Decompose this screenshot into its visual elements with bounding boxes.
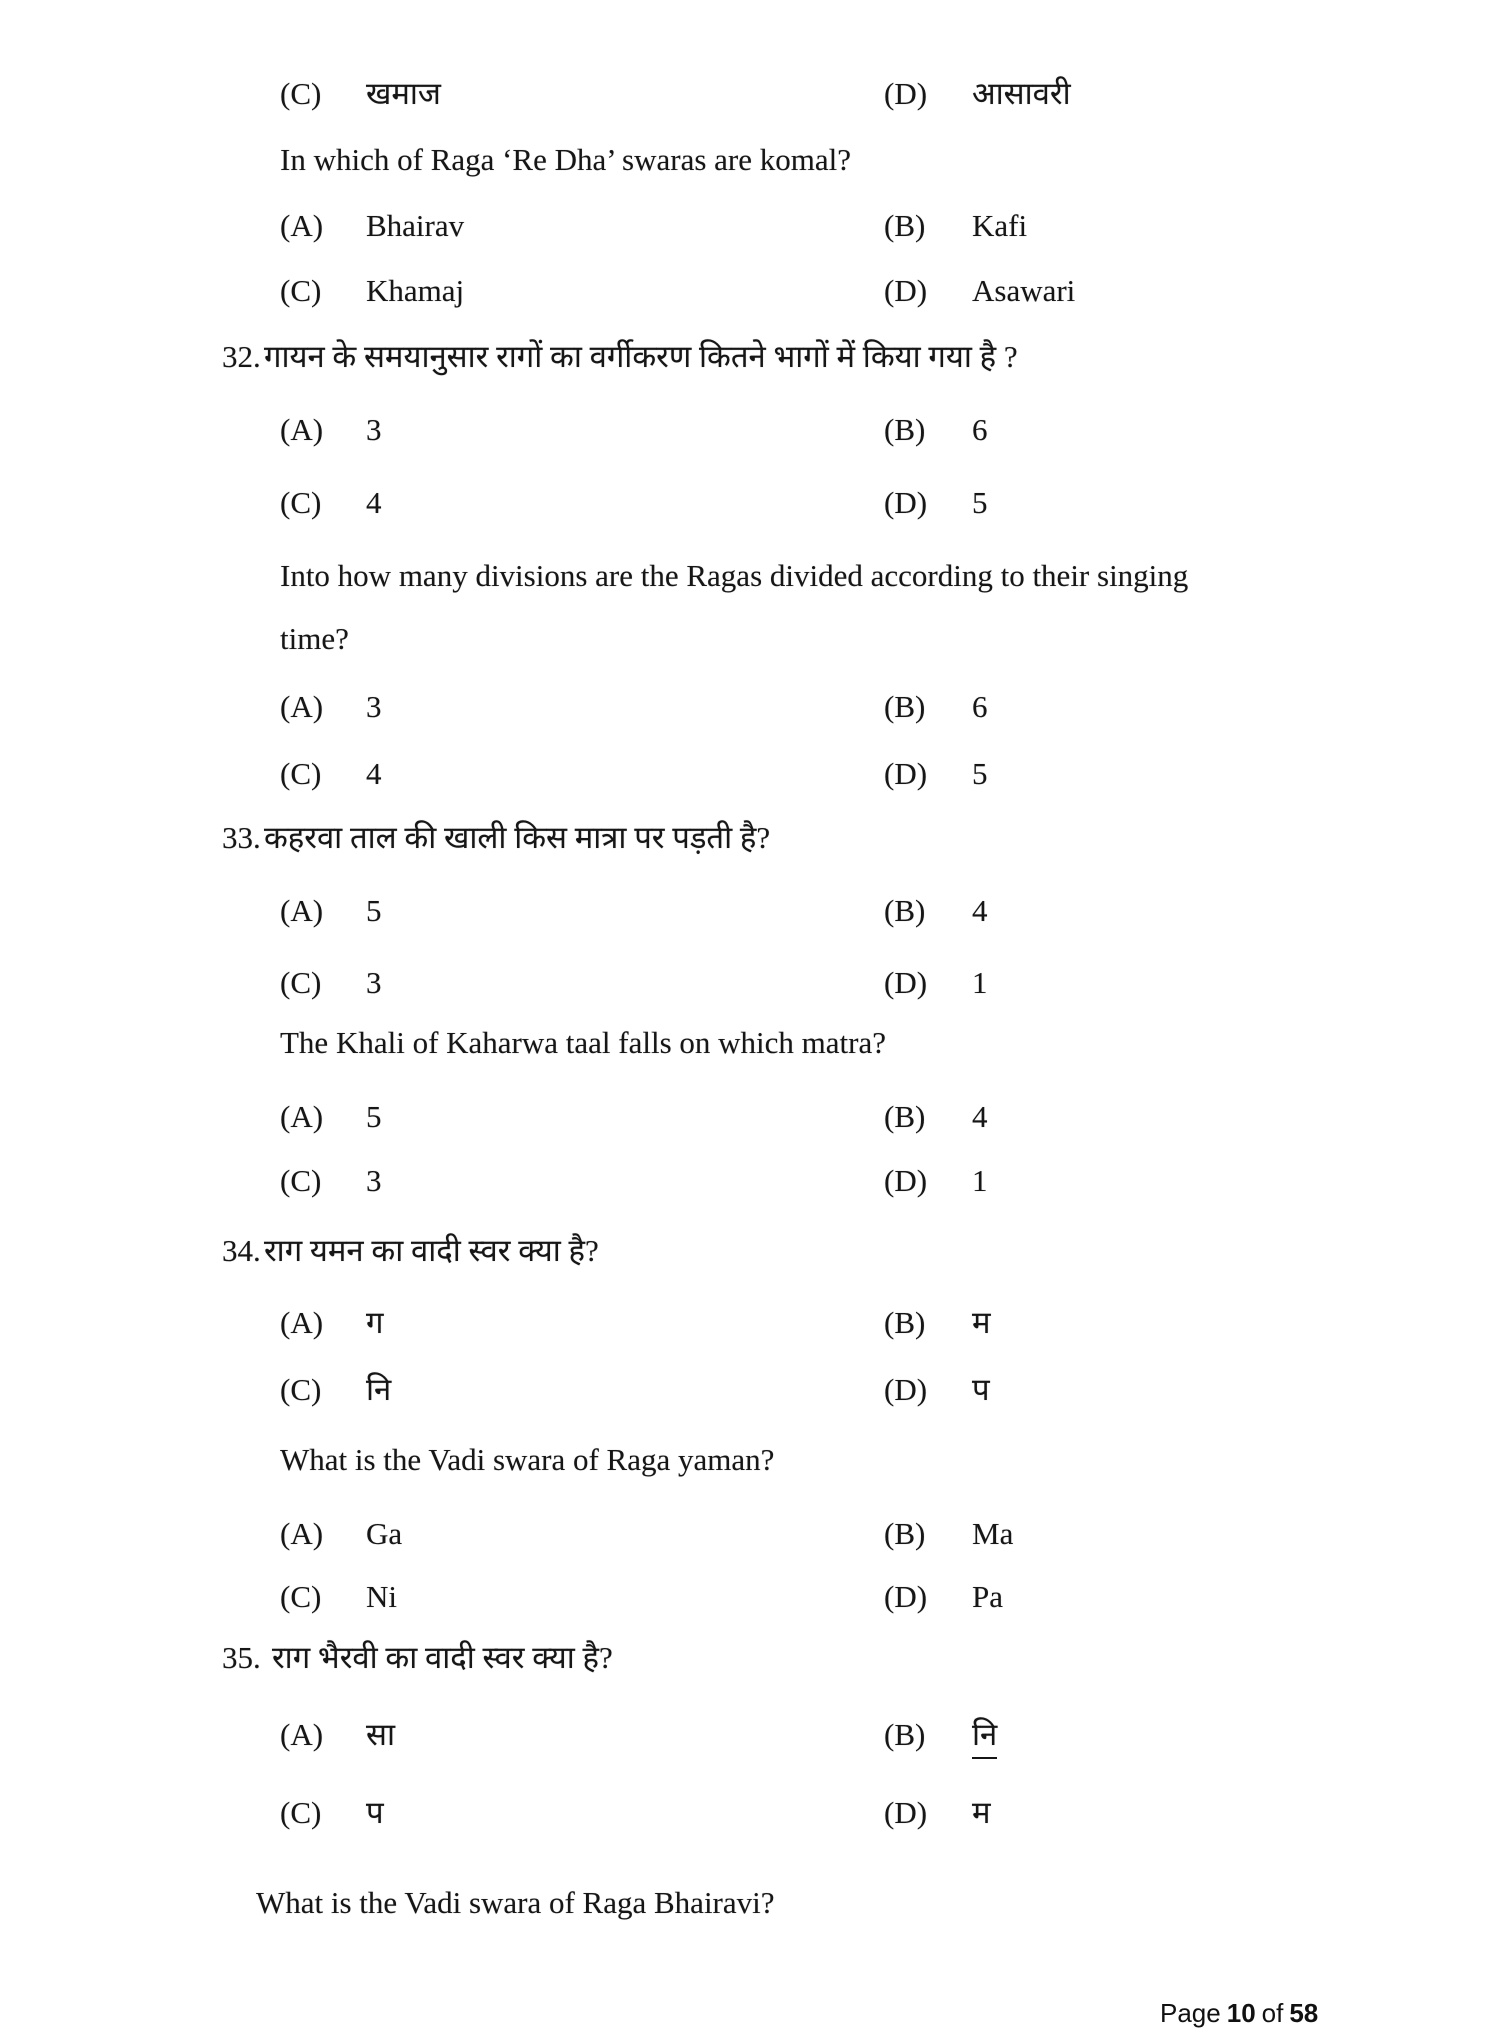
q34-english-question [0,1440,1505,1480]
option-text: 3 [366,412,382,447]
option-letter: (D) [884,965,928,1000]
option-letter: (B) [884,1717,926,1752]
question-number: 34. [222,1233,261,1268]
q32-english-options-ab [0,687,1505,727]
q32-hindi-options-cd [0,483,1505,523]
option-letter: (A) [280,412,324,447]
option-text: 3 [366,965,382,1000]
option-text: Pa [972,1579,1003,1614]
option-text: 4 [972,1099,988,1134]
option-letter: (D) [884,1372,928,1407]
option-text: 5 [972,485,988,520]
option-letter: (D) [884,485,928,520]
option-letter: (A) [280,1516,324,1551]
option-letter: (C) [280,76,322,111]
option-letter: (B) [884,1305,926,1340]
q33-hindi-options-ab [0,891,1505,931]
option-text: 5 [366,1099,382,1134]
question-number: 35. [222,1640,261,1675]
option-text: Ma [972,1516,1014,1551]
q32-english-options-cd [0,754,1505,794]
question-text: राग यमन का वादी स्वर क्या है? [264,1233,599,1268]
question-text: What is the Vadi swara of Raga Bhairavi? [256,1885,775,1920]
question-text: The Khali of Kaharwa taal falls on which matra? [280,1025,886,1060]
q32-hindi-options-ab [0,410,1505,450]
option-letter: (D) [884,273,928,308]
option-text: म [972,1795,991,1830]
footer-of-word: of [1261,1998,1284,2028]
option-text: Bhairav [366,208,465,243]
question-number: 33. [222,820,261,855]
question-text: Into how many divisions are the Ragas divided according to their singing [280,558,1189,593]
q32-hindi-question [0,337,1505,377]
q31-english-options-cd [0,271,1505,311]
option-letter: (A) [280,208,324,243]
option-letter: (B) [884,412,926,447]
option-text: 1 [972,1163,988,1198]
option-letter: (C) [280,756,322,791]
q34-hindi-options-ab [0,1303,1505,1343]
option-text: ग [366,1305,384,1340]
option-letter: (C) [280,273,322,308]
q35-hindi-question [0,1638,1505,1678]
option-letter: (D) [884,1163,928,1198]
q32-english-question-line1 [0,556,1505,596]
page-footer [1160,1998,1324,2028]
option-letter: (D) [884,756,928,791]
option-text: Ga [366,1516,403,1551]
q33-english-options-ab [0,1097,1505,1137]
option-letter: (C) [280,1579,322,1614]
option-text: 5 [972,756,988,791]
q35-english-question [0,1883,1505,1923]
option-text: 4 [366,756,382,791]
q34-hindi-question [0,1231,1505,1271]
option-letter: (A) [280,689,324,724]
q35-hindi-options-cd [0,1793,1505,1833]
q34-english-options-ab [0,1514,1505,1554]
question-text: राग भैरवी का वादी स्वर क्या है? [272,1640,613,1675]
option-letter: (B) [884,893,926,928]
option-letter: (B) [884,1099,926,1134]
question-text: गायन के समयानुसार रागों का वर्गीकरण कितने भागों में किया गया है ? [264,339,1018,374]
option-text: Khamaj [366,273,465,308]
q34-english-options-cd [0,1577,1505,1617]
option-text: म [972,1305,991,1340]
option-letter: (D) [884,1579,928,1614]
question-text: What is the Vadi swara of Raga yaman? [280,1442,775,1477]
option-text: आसावरी [972,76,1071,111]
option-text: Ni [366,1579,397,1614]
q34-hindi-options-cd [0,1370,1505,1410]
footer-page-number: 10 [1226,1998,1256,2028]
option-letter: (C) [280,1163,322,1198]
question-text: time? [280,621,349,656]
q35-hindi-options-ab [0,1715,1505,1755]
question-number: 32. [222,339,261,374]
q33-english-options-cd [0,1161,1505,1201]
option-text: 3 [366,1163,382,1198]
option-letter: (B) [884,1516,926,1551]
footer-total-pages: 58 [1289,1998,1319,2028]
option-letter: (A) [280,893,324,928]
option-text: खमाज [366,76,441,111]
option-text: 3 [366,689,382,724]
option-letter: (B) [884,689,926,724]
option-text: प [972,1372,990,1407]
q31-hindi-options-cd [0,74,1505,114]
option-text: Asawari [972,273,1076,308]
option-letter: (D) [884,76,928,111]
question-text: In which of Raga ‘Re Dha’ swaras are komal? [280,142,851,177]
option-text: Kafi [972,208,1028,243]
q31-english-question [0,140,1505,180]
option-letter: (A) [280,1305,324,1340]
q33-english-question [0,1023,1505,1063]
option-text: सा [366,1717,395,1752]
option-text: 5 [366,893,382,928]
option-letter: (A) [280,1099,324,1134]
option-text: प [366,1795,384,1830]
q33-hindi-question [0,818,1505,858]
option-text-komal-underlined: नि [972,1715,997,1759]
option-letter: (B) [884,208,926,243]
option-letter: (C) [280,1372,322,1407]
q31-english-options-ab [0,206,1505,246]
footer-page-word: Page [1160,1998,1221,2028]
option-text: 6 [972,689,988,724]
option-text: नि [366,1372,392,1407]
option-letter: (A) [280,1717,324,1752]
option-letter: (C) [280,485,322,520]
option-text: 4 [366,485,382,520]
option-letter: (C) [280,965,322,1000]
option-text: 1 [972,965,988,1000]
option-text: 6 [972,412,988,447]
option-text: 4 [972,893,988,928]
option-letter: (C) [280,1795,322,1830]
q33-hindi-options-cd [0,963,1505,1003]
q32-english-question-line2 [0,619,1505,659]
option-letter: (D) [884,1795,928,1830]
question-text: कहरवा ताल की खाली किस मात्रा पर पड़ती है? [264,820,771,855]
